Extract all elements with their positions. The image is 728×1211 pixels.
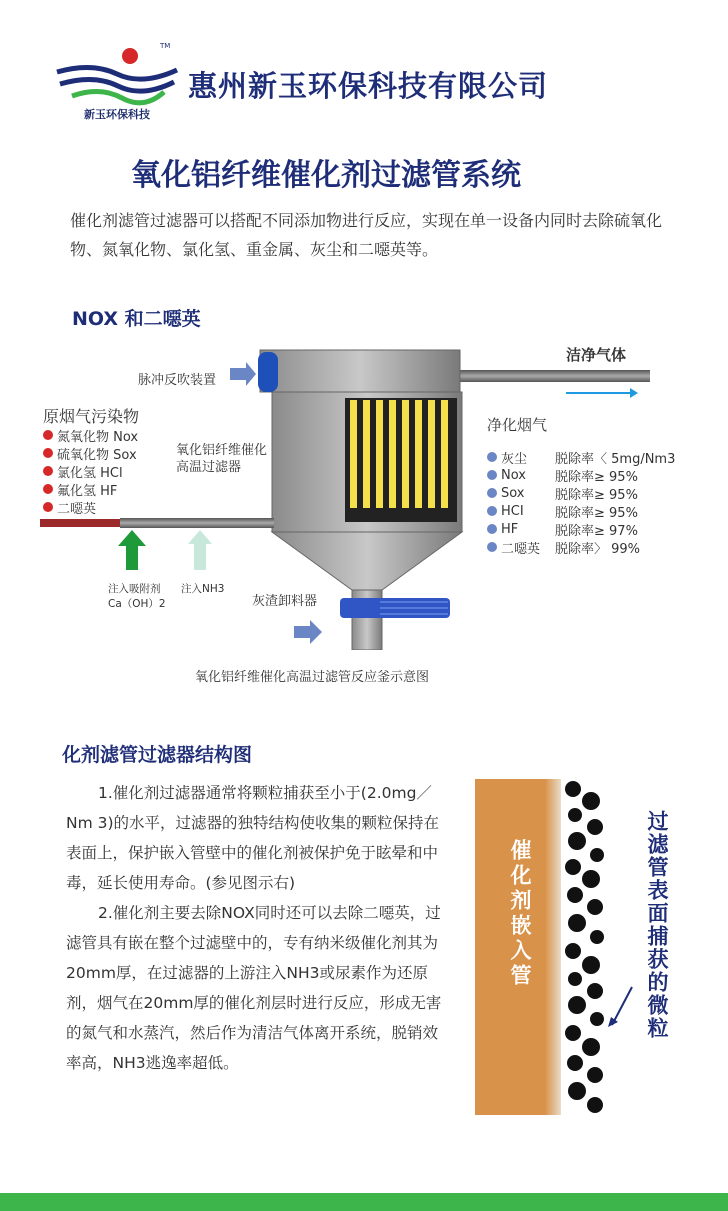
logo-text: 新玉环保科技: [84, 108, 150, 121]
pollutants-list: [43, 426, 138, 516]
particles-icon: [561, 779, 618, 1115]
paragraph-2: 2.催化剂主要去除NOX同时还可以去除二噁英，过滤管具有嵌在整个过滤壁中的，专有纳米级催化剂其为 20mm厚，在过滤器的上游注入NH3或尿素作为还原剂，烟气在20mm厚的催化剂层时进行反应，形成无害的氮气和水蒸汽，然后作为清洁气体离开系统，脱销效率高，NH3逃逸率超低。: [66, 904, 442, 1072]
section2-title: 化剂滤管过滤器结构图: [62, 744, 253, 766]
logo: [52, 42, 182, 122]
diagram-caption: 氧化铝纤维催化高温过滤管反应釜示意图: [195, 670, 430, 685]
pointer-arrow-icon: [606, 985, 636, 1030]
list-item: 氯化氢 HCl: [43, 462, 138, 480]
tube-label: 催化剂嵌入管: [508, 839, 532, 989]
company-name: 惠州新玉环保科技有限公司: [188, 69, 549, 103]
logo-mark-icon: [52, 42, 182, 112]
filter-tube-image: [475, 779, 618, 1115]
list-item: 硫氧化物 Sox: [43, 444, 138, 462]
pulse-label: 脉冲反吹装置: [138, 373, 217, 388]
purified-title: 净化烟气: [487, 416, 548, 434]
list-item: 灰尘 脱除率〈 5mg/Nm3: [487, 448, 675, 466]
section1-title: NOX 和二噁英: [72, 308, 201, 330]
particles-side-label: 过滤管表面捕获的微粒: [645, 810, 669, 1040]
nh3-label: 注入NH3: [181, 583, 225, 595]
page-title: 氧化铝纤维催化剂过滤管系统: [131, 158, 521, 193]
list-item: HF 脱除率≥ 97%: [487, 520, 675, 538]
clean-gas-label: 洁净气体: [566, 346, 627, 364]
list-item: 氟化氢 HF: [43, 480, 138, 498]
ash-label: 灰渣卸料器: [252, 594, 318, 609]
list-item: HCI 脱除率≥ 95%: [487, 502, 675, 520]
list-item: Nox 脱除率≥ 95%: [487, 466, 675, 484]
filter-label: 氧化铝纤维催化高温过滤器: [176, 443, 268, 475]
list-item: 二噁英: [43, 498, 138, 516]
list-item: 二噁英 脱除率〉 99%: [487, 538, 675, 556]
trademark: TM: [160, 42, 171, 50]
purified-list: [487, 448, 675, 556]
list-item: 氮氧化物 Nox: [43, 426, 138, 444]
footer-bar: [0, 1193, 728, 1211]
absorbent-label: 注入吸附剂 Ca（OH）2: [108, 583, 166, 610]
pollutants-title: 原烟气污染物: [43, 407, 140, 426]
list-item: Sox 脱除率≥ 95%: [487, 484, 675, 502]
paragraph-1: 1.催化剂过滤器通常将颗粒捕获至小于(2.0mg／Nm 3)的水平，过滤器的独特结构使收集的颗粒保持在表面上，保护嵌入管壁中的催化剂被保护免于眩晕和中毒，延长使用寿命。(参见图示右): [66, 784, 440, 892]
intro-text: 催化剂滤管过滤器可以搭配不同添加物进行反应，实现在单一设备内同时去除硫氧化物、氮氧化物、氯化氢、重金属、灰尘和二噁英等。: [70, 211, 663, 259]
